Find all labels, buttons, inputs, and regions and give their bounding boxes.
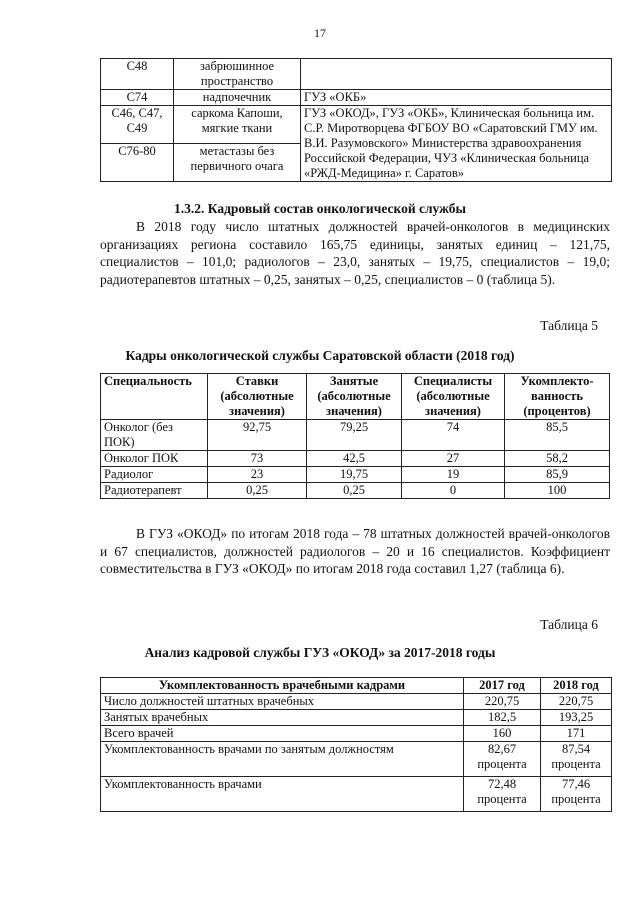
table-cell: 220,75 [541,694,612,710]
staff-table [100,373,610,499]
table-cell: Занятых врачебных [101,710,464,726]
table-cell: 79,25 [307,420,402,451]
okod-paragraph: В ГУЗ «ОКОД» по итогам 2018 года – 78 штатных должностей врачей-онкологов и 67 специалистов, должностей радиологов – 20 и 16 специалистов. Коэффициент совместительства в ГУЗ «ОКОД» по итогам 2018 года составил 1,27 (таблица 6). [100,526,610,577]
table-cell: 0,25 [208,483,307,499]
table-cell: 193,25 [541,710,612,726]
table-row [101,710,612,726]
table-row [101,742,612,777]
table-cell: Радиотерапевт [101,483,208,499]
table5-title: Кадры онкологической службы Саратовской области (2018 год) [125,348,515,363]
table-cell: Радиолог [101,467,208,483]
table-cell: 74 [402,420,505,451]
table-cell: 160 [464,726,541,742]
table-cell: 19,75 [307,467,402,483]
table-cell: C48 [101,59,174,90]
table6-caption: Таблица 6 [540,617,598,632]
column-header: Специальность [101,374,208,420]
table-cell: C76-80 [101,144,174,182]
column-header: Ставки (абсолютные значения) [208,374,307,420]
table-cell: 85,5 [505,420,610,451]
column-header: 2018 год [541,678,612,694]
table-row [101,106,612,144]
table-row [101,59,612,90]
table-cell: 82,67 процента [464,742,541,777]
table-cell: Онколог ПОК [101,451,208,467]
table-cell: ГУЗ «ОКБ» [301,90,612,106]
table-cell: 85,9 [505,467,610,483]
table-cell: 220,75 [464,694,541,710]
table-cell: Укомплектованность врачами [101,777,464,812]
table-cell: ГУЗ «ОКОД», ГУЗ «ОКБ», Клиническая больница им. С.Р. Миротворцева ФГБОУ ВО «Саратовский ГМУ им. В.И. Разумовского» Министерства здравоохранения Российской Федерации, ЧУЗ «Клиническая больница «РЖД-Медицина» г. Саратов» [301,106,612,182]
table-cell: забрюшинное пространство [174,59,301,90]
table-cell: 73 [208,451,307,467]
table-header-row [101,678,612,694]
table-cell: C74 [101,90,174,106]
table-row [101,483,610,499]
table-cell: 42,5 [307,451,402,467]
table-row [101,420,610,451]
table-row [101,777,612,812]
table-cell: 182,5 [464,710,541,726]
column-header: Специалисты (абсолютные значения) [402,374,505,420]
table-cell: 72,48 процента [464,777,541,812]
table-row [101,694,612,710]
section-paragraph: В 2018 году число штатных должностей врачей-онкологов в медицинских организациях региона составило 165,75 единицы, занятых единиц – 121,75, специалистов – 101,0; радиологов – 23,0, занятых – 19,75, специалистов – 19,0; радиотерапевтов штатных – 0,25, занятых – 0,25, специалистов – 0 (таблица 5). [100,219,610,287]
table-cell: 0,25 [307,483,402,499]
table-cell [301,59,612,90]
localization-table [100,58,612,182]
table-cell: 171 [541,726,612,742]
table-cell: Всего врачей [101,726,464,742]
table6-title: Анализ кадровой службы ГУЗ «ОКОД» за 2017-2018 годы [144,645,496,660]
column-header: Занятые (абсолютные значения) [307,374,402,420]
column-header: Укомплекто-ванность (процентов) [505,374,610,420]
table-cell: 92,75 [208,420,307,451]
table-cell: Онколог (без ПОК) [101,420,208,451]
table-row [101,467,610,483]
table-cell: саркома Капоши, мягкие ткани [174,106,301,144]
table-cell: 77,46 процента [541,777,612,812]
okod-staff-table [100,677,612,812]
table-cell: 87,54 процента [541,742,612,777]
table5-caption: Таблица 5 [540,318,598,333]
table-header-row [101,374,610,420]
column-header: 2017 год [464,678,541,694]
page-number: 17 [314,26,326,40]
table-row [101,451,610,467]
table-cell: 58,2 [505,451,610,467]
table-cell: 23 [208,467,307,483]
table-cell: 19 [402,467,505,483]
table-row [101,90,612,106]
table-cell: метастазы без первичного очага [174,144,301,182]
column-header: Укомплектованность врачебными кадрами [101,678,464,694]
table-cell: 27 [402,451,505,467]
table-row [101,726,612,742]
table-cell: Укомплектованность врачами по занятым должностям [101,742,464,777]
table-cell: 100 [505,483,610,499]
table-cell: надпочечник [174,90,301,106]
table-cell: C46, C47, C49 [101,106,174,144]
table-cell: 0 [402,483,505,499]
section-heading: 1.3.2. Кадровый состав онкологической службы [173,201,467,216]
table-cell: Число должностей штатных врачебных [101,694,464,710]
